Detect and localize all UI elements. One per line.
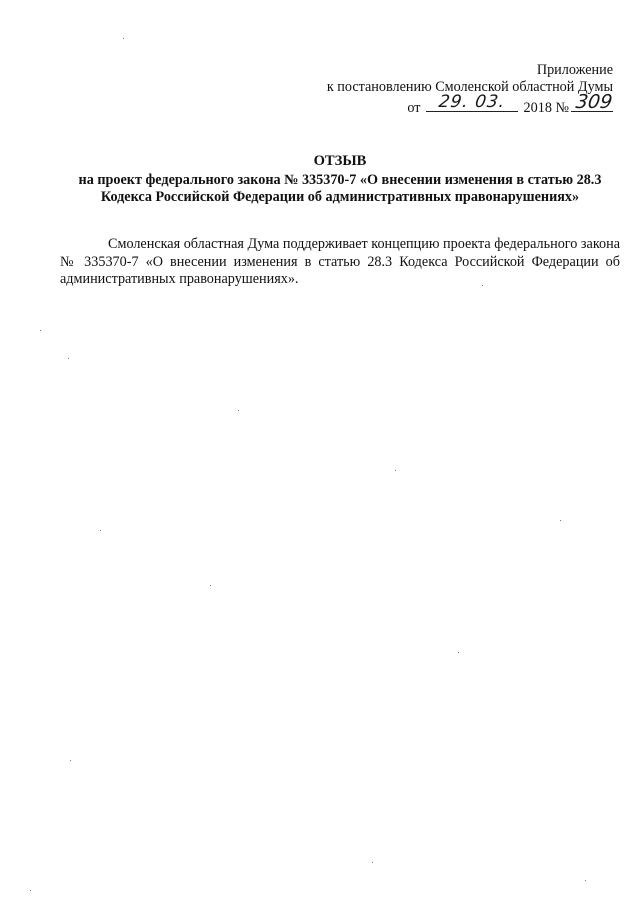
scan-speck [372,862,373,863]
scan-speck [482,285,483,286]
scan-speck [40,330,41,331]
scan-speck [458,652,459,653]
title-subtitle: на проект федерального закона № 335370-7 «О внесении изменения в статью 28.3 Кодекса Российской Федерации об административных правонарушениях» [78,172,602,206]
title-main: ОТЗЫВ [313,153,367,169]
handwritten-number: 309 [574,91,614,113]
handwritten-date: 29. 03. [437,92,507,112]
scan-speck [395,470,396,471]
scan-speck [70,760,71,761]
resolution-date-line [213,91,614,117]
scan-speck [30,890,31,891]
scan-speck [68,358,69,359]
date-blank [426,92,518,112]
year-number-label: 2018 № [523,100,569,116]
body-paragraph: Смоленская областная Дума поддерживает концепцию проекта федерального закона № 335370-7 «О внесении изменения в статью 28.3 Кодекса Российской Федерации об административных правонарушениях». [60,236,620,288]
date-prefix: от [407,100,421,116]
appendix-label: Приложение [536,62,613,78]
document-title [60,153,620,207]
resolution-reference: к постановлению Смоленской областной Думы [326,79,613,95]
scan-speck [560,520,561,521]
scan-speck [585,880,586,881]
number-blank [571,91,614,113]
appendix-header [213,62,613,117]
scan-speck [123,38,124,39]
scan-speck [100,530,101,531]
scan-speck [238,410,239,411]
scan-speck [210,585,211,586]
